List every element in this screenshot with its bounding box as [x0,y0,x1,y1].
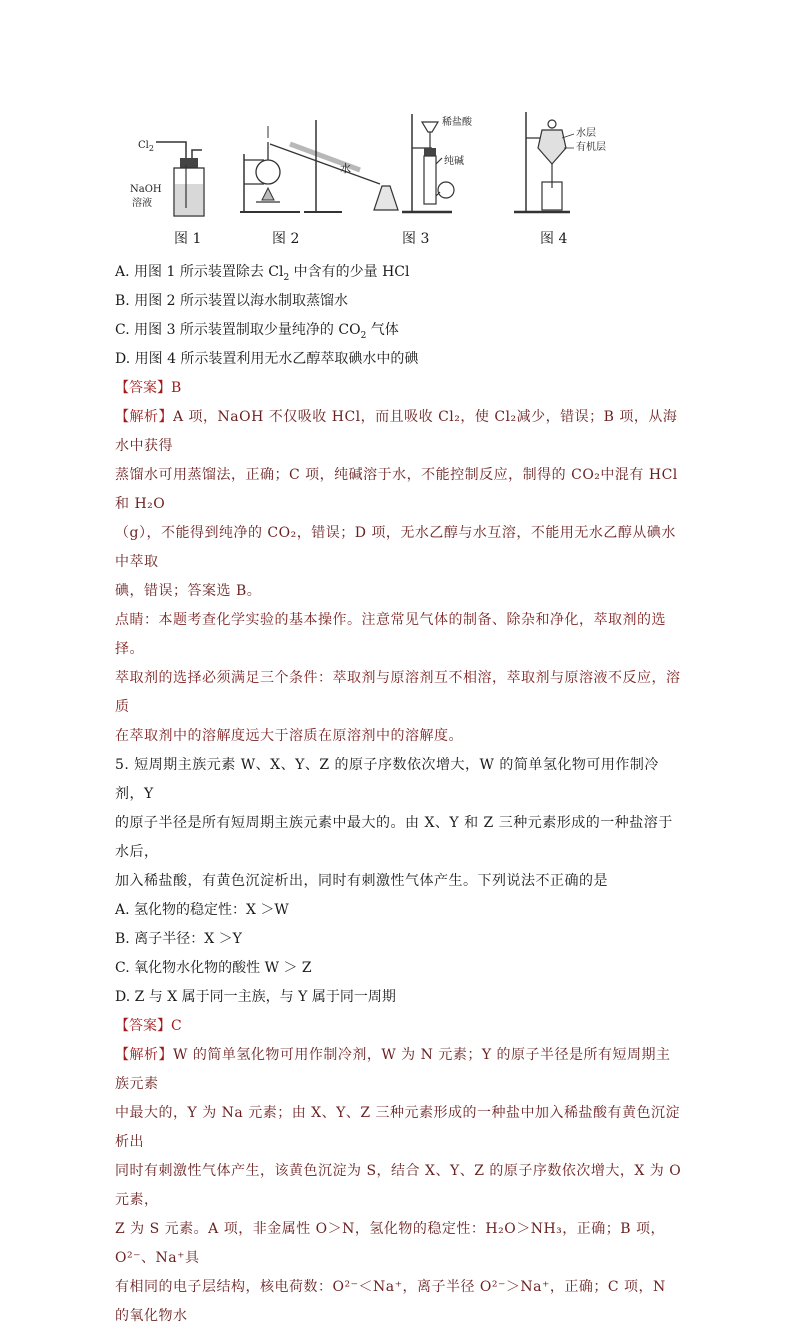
q5-analysis-line: 【解析】W 的简单氢化物可用作制冷剂，W 为 N 元素；Y 的原子半径是所有短周期主族元素 [115,1047,671,1092]
q5-answer: 【答案】C [115,1018,182,1034]
q5-option-a: A. 氢化物的稳定性：X ＞W [115,902,289,918]
figure-4-caption: 图 4 [540,231,568,247]
q5-stem-line: 加入稀盐酸，有黄色沉淀析出，同时有刺激性气体产生。下列说法不正确的是 [115,873,608,889]
q4-option-a: A. 用图 1 所示装置除去 $Cl_2$ 中含有的少量 HCl [115,264,410,283]
q5-analysis-line: 有相同的电子层结构，核电荷数：O²⁻＜Na⁺，离子半径 O²⁻＞Na⁺，正确；C 项，N 的氧化物水 [115,1279,666,1324]
figure-3-caption: 图 3 [402,231,430,247]
fig4-organic-layer-label: 有机层 [576,142,606,153]
q5-option-c: C. 氧化物水化物的酸性 W ＞ Z [115,960,312,976]
fig1-solution-label-2: 溶液 [132,198,152,209]
q4-comment [115,606,685,751]
q5-stem-line: 5. 短周期主族元素 W、X、Y、Z 的原子序数依次增大，W 的简单氢化物可用作制冷剂，Y [115,757,659,802]
q4-analysis-line: 蒸馏水可用蒸馏法，正确；C 项，纯碱溶于水，不能控制反应，制得的 CO₂中混有 HCl 和 H₂O [115,467,678,512]
q4-analysis-line: 碘，错误；答案选 B。 [115,583,262,599]
q4-comment-line: 萃取剂的选择必须满足三个条件：萃取剂与原溶剂互不相溶，萃取剂与原溶液不反应，溶质 [115,670,681,715]
q5-analysis [115,1041,685,1331]
q4-option-d: D. 用图 4 所示装置利用无水乙醇萃取碘水中的碘 [115,351,419,367]
q4-analysis-line: 【解析】A 项，NaOH 不仅吸收 HCl，而且吸收 Cl₂，使 Cl₂减少，错误；B 项，从海水中获得 [115,409,678,454]
question-content [115,258,685,1331]
figure-4-separatory-funnel [510,108,620,216]
fig1-gas-label: $Cl_2$ [138,140,154,153]
q4-option-b: B. 用图 2 所示装置以海水制取蒸馏水 [115,293,348,309]
figure-2-caption: 图 2 [272,231,300,247]
q4-answer: 【答案】B [115,380,182,396]
q4-comment-line: 在萃取剂中的溶解度远大于溶质在原溶剂中的溶解度。 [115,728,463,744]
q5-stem-line: 的原子半径是所有短周期主族元素中最大的。由 X、Y 和 Z 三种元素形成的一种盐溶于水后， [115,815,673,860]
fig3-acid-label: 稀盐酸 [442,117,472,128]
q5-analysis-line: 中最大的，Y 为 Na 元素；由 X、Y、Z 三种元素形成的一种盐中加入稀盐酸有黄色沉淀析出 [115,1105,681,1150]
fig1-solution-label-1: NaOH [130,184,162,195]
q5-stem [115,751,685,896]
apparatus-figures [110,100,690,260]
q4-comment-line: 点睛：本题考查化学实验的基本操作。注意常见气体的制备、除杂和净化，萃取剂的选择。 [115,612,666,657]
fig3-soda-label: 纯碱 [444,156,464,167]
q4-analysis [115,403,685,606]
q5-analysis-line: 同时有刺激性气体产生，该黄色沉淀为 S，结合 X、Y、Z 的原子序数依次增大，X 为 O 元素， [115,1163,682,1208]
fig2-water-label: 水 [340,162,351,175]
q4-option-c: C. 用图 3 所示装置制取少量纯净的 $CO_2$ 气体 [115,322,399,341]
q5-analysis-line: Z 为 S 元素。A 项，非金属性 O＞N，氢化物的稳定性：H₂O＞NH₃，正确；B 项，O²⁻、Na⁺具 [115,1221,666,1266]
figure-3-gas-generator [392,108,502,216]
q4-analysis-line: （g），不能得到纯净的 CO₂，错误；D 项，无水乙醇与水互溶，不能用无水乙醇从碘水中萃取 [115,525,676,570]
fig4-water-layer-label: 水层 [576,128,596,139]
q5-option-d: D. Z 与 X 属于同一主族，与 Y 属于同一周期 [115,989,396,1005]
q5-option-b: B. 离子半径：X ＞Y [115,931,242,947]
figure-1-caption: 图 1 [174,231,202,247]
figure-1-gas-washing-bottle [130,120,210,220]
